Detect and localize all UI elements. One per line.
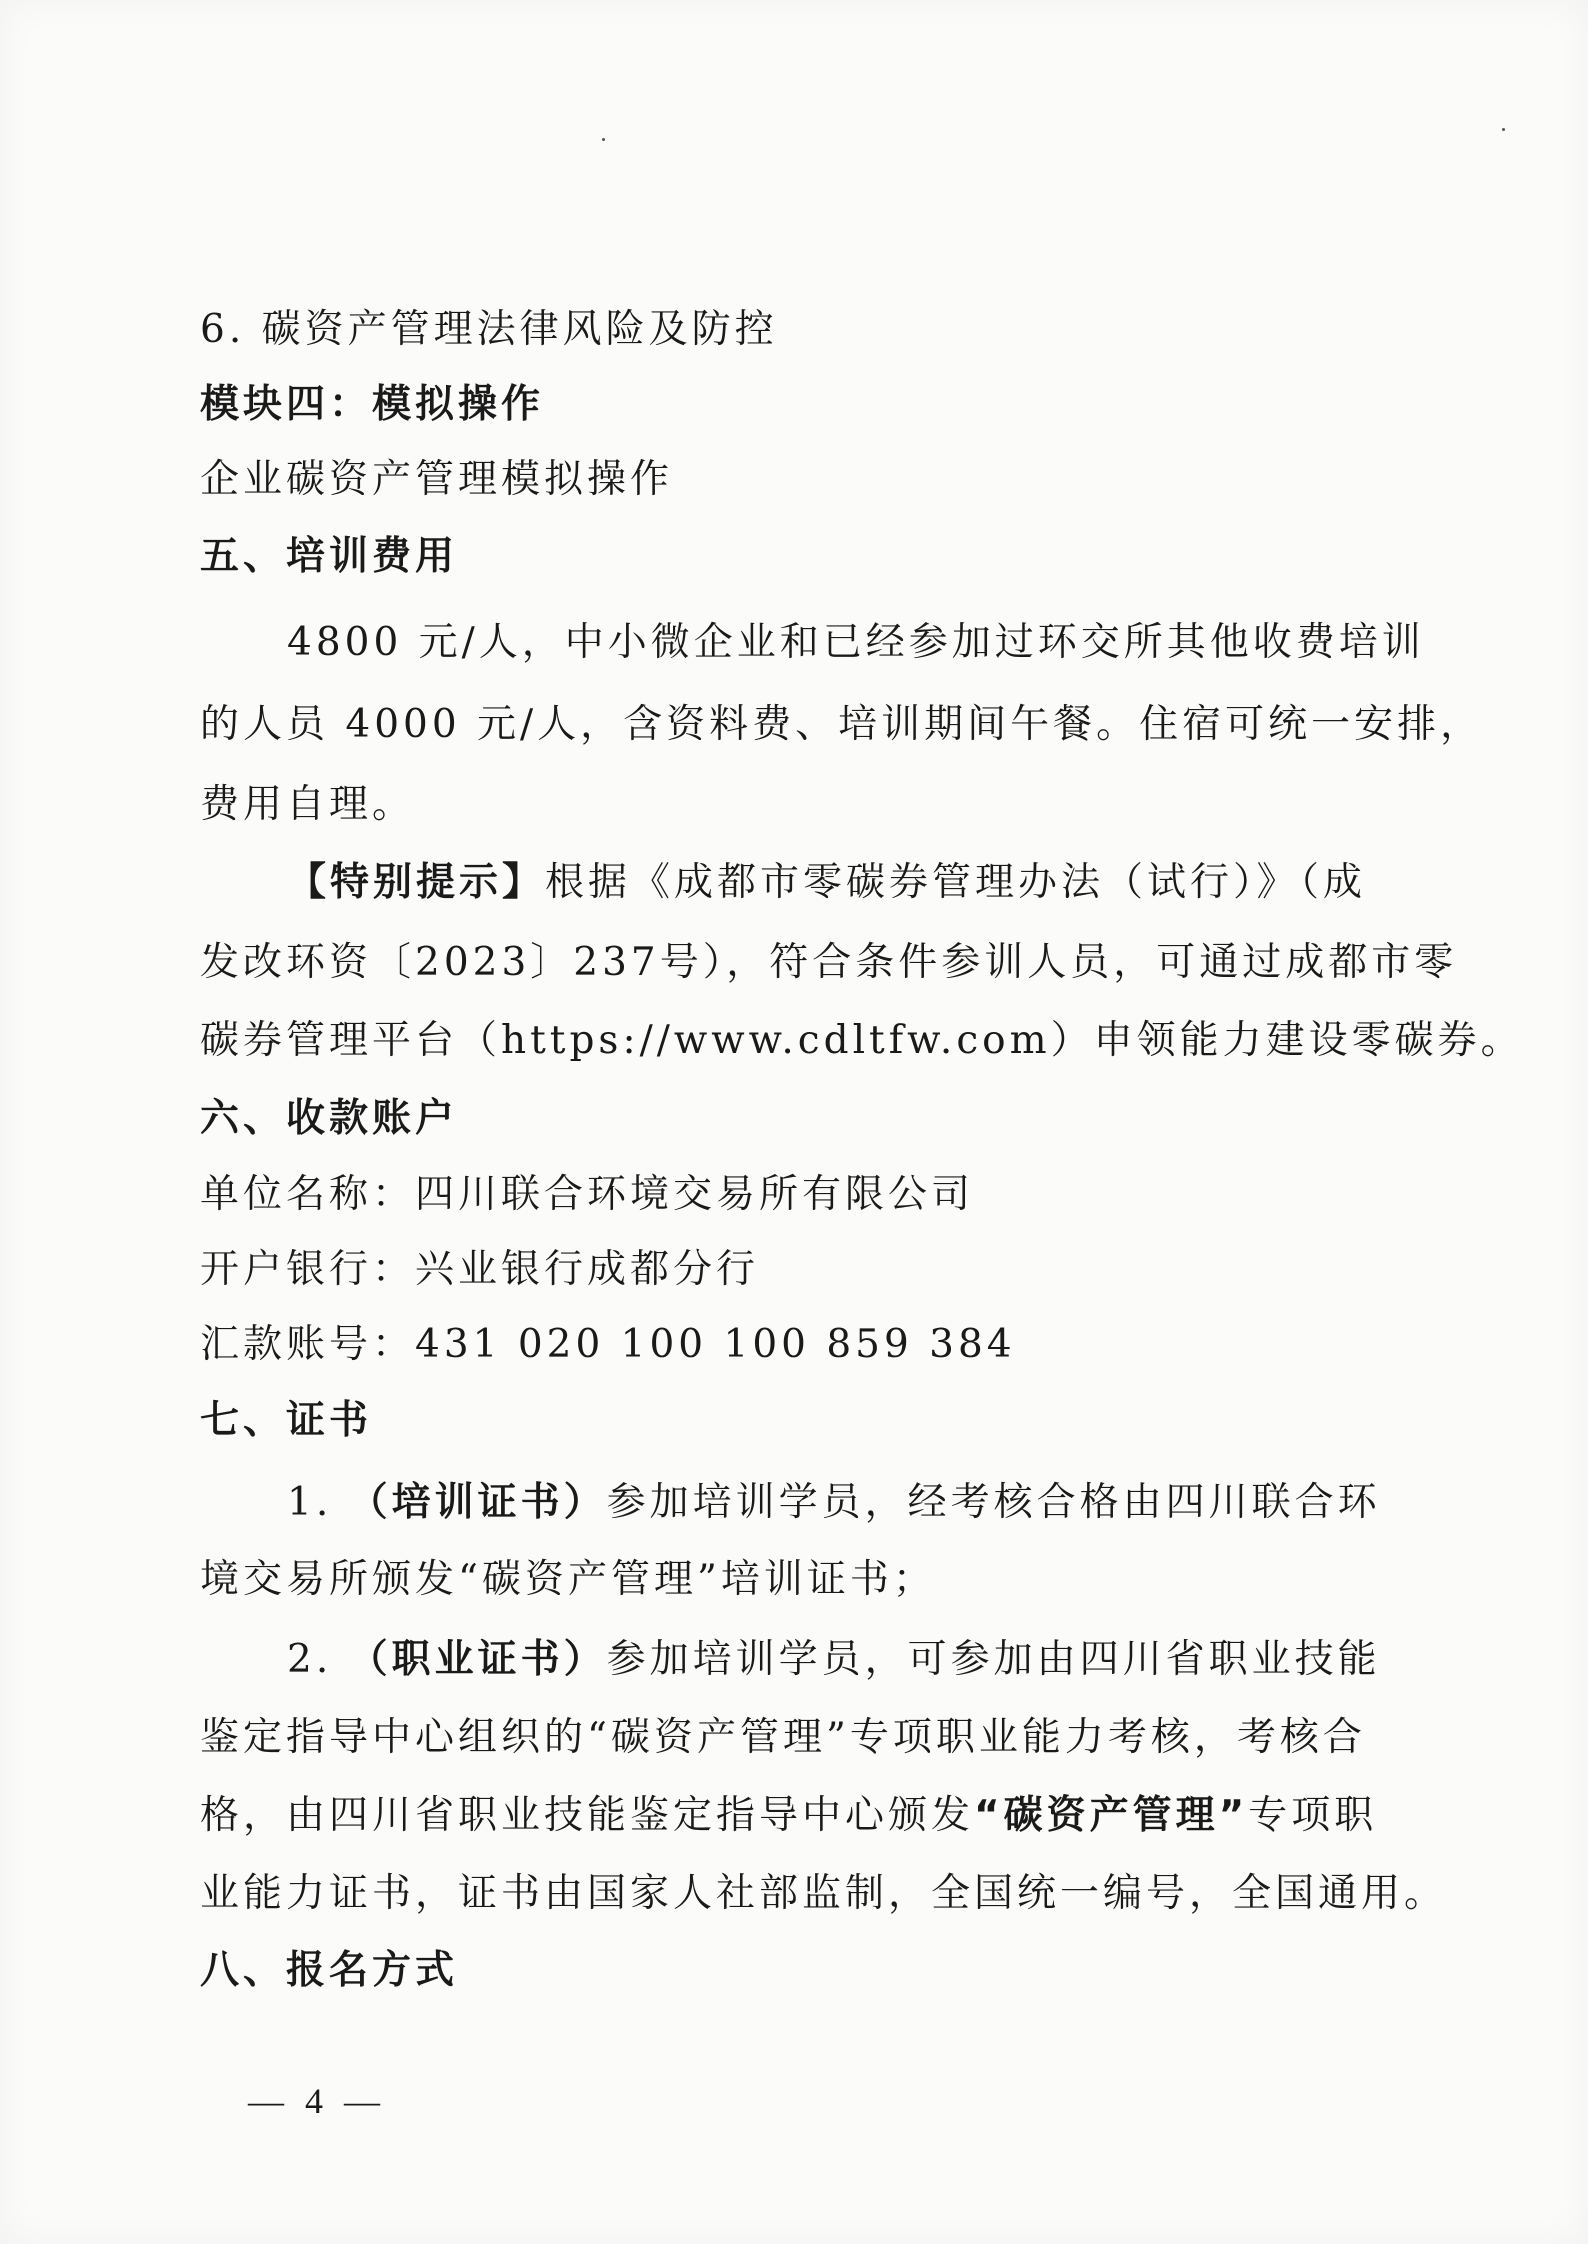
certificate-item-1-text: 参加培训学员，经考核合格由四川联合环	[606, 1480, 1381, 1525]
certificate-item-1-label: （培训证书）	[348, 1480, 607, 1525]
certificate-item-1-line-1	[287, 1478, 1387, 1528]
certificate-item-2-text: 参加培训学员，可参加由四川省职业技能	[606, 1637, 1381, 1682]
scan-speck	[602, 138, 605, 141]
fee-paragraph-line-1: 4800 元/人，中小微企业和已经参加过环交所其他收费培训	[287, 620, 1425, 665]
certificate-item-2-line-3-b: 专项职	[1248, 1793, 1378, 1838]
certificate-item-2-line-2: 鉴定指导中心组织的“碳资产管理”专项职业能力考核，考核合	[200, 1715, 1366, 1760]
certificate-item-2-label: （职业证书）	[348, 1637, 607, 1682]
certificate-item-2-number: 2.	[287, 1637, 333, 1682]
certificate-item-1-line-2: 境交易所颁发“碳资产管理”培训证书；	[200, 1557, 936, 1602]
account-number: 汇款账号：431 020 100 100 859 384	[200, 1322, 1016, 1367]
section-six-heading: 六、收款账户	[200, 1096, 459, 1141]
certificate-item-2-line-3-bold: “碳资产管理”	[974, 1793, 1249, 1838]
special-notice-line-1	[287, 858, 1387, 908]
certificate-item-2-line-3	[200, 1791, 1390, 1841]
fee-paragraph-line-2: 的人员 4000 元/人，含资料费、培训期间午餐。住宿可统一安排，	[200, 702, 1484, 747]
account-name: 单位名称：四川联合环境交易所有限公司	[200, 1172, 975, 1217]
section-eight-heading: 八、报名方式	[200, 1948, 459, 1993]
scan-speck	[1502, 128, 1505, 131]
special-notice-line-2: 发改环资〔2023〕237号），符合条件参训人员，可通过成都市零	[200, 940, 1458, 985]
special-notice-label: 【特别提示】	[287, 860, 546, 905]
certificate-item-2-line-1	[287, 1635, 1387, 1685]
section-seven-heading: 七、证书	[200, 1398, 373, 1443]
certificate-item-2-line-4: 业能力证书，证书由国家人社部监制，全国统一编号，全国通用。	[200, 1871, 1448, 1916]
account-bank: 开户银行：兴业银行成都分行	[200, 1247, 760, 1292]
fee-paragraph-line-3: 费用自理。	[200, 782, 416, 827]
module-four-content: 企业碳资产管理模拟操作	[200, 457, 674, 502]
special-notice-line-3: 碳券管理平台（https://www.cdltfw.com）申领能力建设零碳券。	[200, 1018, 1524, 1063]
certificate-item-2-line-3-a: 格，由四川省职业技能鉴定指导中心颁发	[200, 1793, 975, 1838]
special-notice-text: 根据《成都市零碳券管理办法（试行）》（成	[545, 860, 1367, 905]
page-number: — 4 —	[248, 2081, 386, 2121]
certificate-item-1-number: 1.	[287, 1480, 333, 1525]
list-item-6: 6. 碳资产管理法律风险及防控	[200, 307, 778, 352]
section-five-heading: 五、培训费用	[200, 534, 459, 579]
module-four-heading: 模块四：模拟操作	[200, 382, 545, 427]
